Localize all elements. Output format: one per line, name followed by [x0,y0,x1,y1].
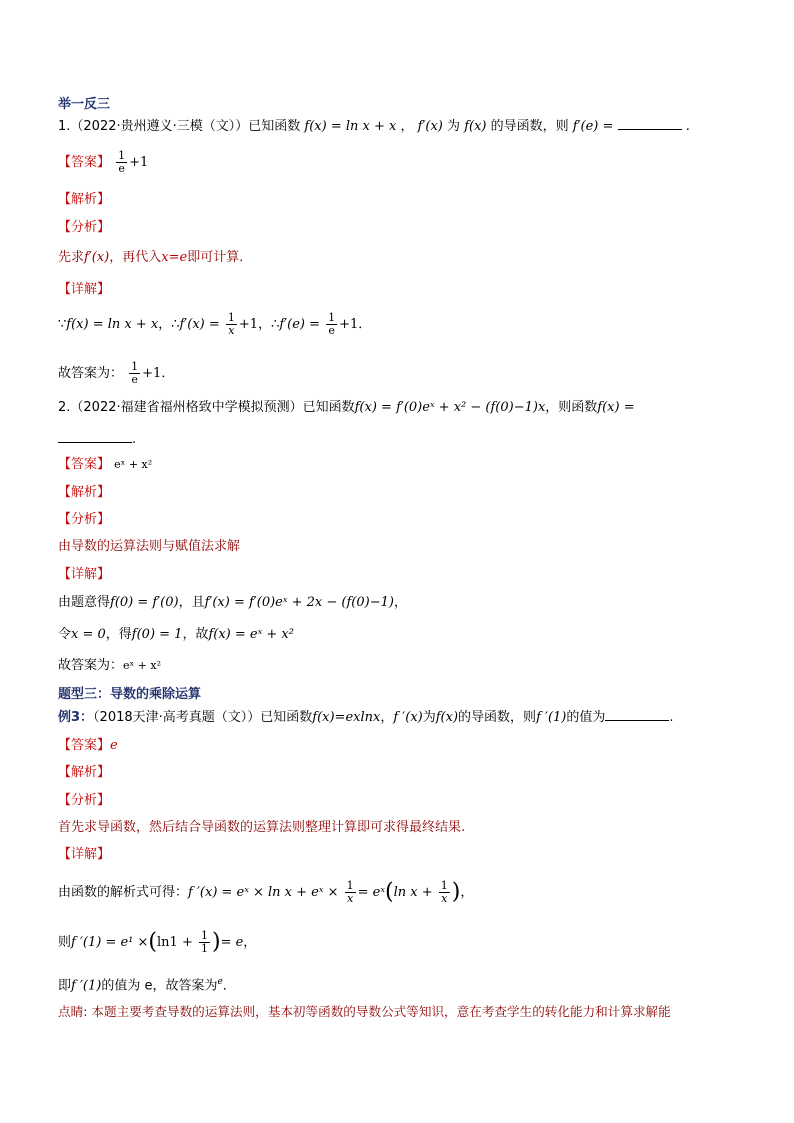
fraction: $\frac{1}{x}$ [346,879,354,905]
detail-tag: 【详解】 [58,282,111,297]
type3-detail-2: 则f ′(1) = e¹ ×(ln1 + $\frac{1}{1}$ )= e， [58,929,257,955]
type3-answer: 【答案】e [58,738,118,753]
q2-answer: 【答案】 eˣ + x² [58,457,153,472]
q1-breakdown: 先求f′(x)，再代入x=e即可计算． [58,250,253,265]
q2-breakdown: 由导数的运算法则与赋值法求解 [58,539,241,554]
detail-tag: 【详解】 [58,567,111,582]
analysis-tag: 【解析】 [58,485,111,500]
breakdown-tag: 【分析】 [58,793,111,808]
fraction: $\frac{1}{e}$ [328,311,336,337]
answer-fraction: $\frac{1}{e}$ [118,149,126,175]
type3-title: 题型三：导数的乘除运算 [58,687,202,702]
answer-blank [58,430,132,443]
question-1: 1.（2022·贵州遵义·三模（文））已知函数 f(x) = ln x + x ， f′(x) 为 f(x) 的导函数，则 f′(e) = . [58,119,690,134]
analysis-tag: 【解析】 [58,765,111,780]
type3-breakdown: 首先求导函数，然后结合导函数的运算法则整理计算即可求得最终结果. [58,820,466,835]
fraction: $\frac{1}{1}$ [200,929,208,955]
q1-detail: ∵f(x) = ln x + x，∴f′(x) = $\frac{1}{x}$ +1，∴f′(e) = $\frac{1}{e}$ +1． [58,311,372,337]
q1-function: f(x) = ln x + x [304,119,397,134]
answer-blank [618,117,682,130]
answer-tag: 【答案】 [58,155,111,170]
q1-prefix: 1.（2022·贵州遵义·三模（文））已知函数 [58,119,301,134]
q2-final: 故答案为：eˣ + x² [58,658,162,673]
fraction: $\frac{1}{x}$ [440,879,448,905]
q1-answer: 【答案】 $\frac{1}{e}$ +1 [58,149,149,175]
analysis-tag: 【解析】 [58,192,111,207]
type3-detail-3: 即f ′(1)的值为 e，故答案为$^e$． [58,977,236,994]
fraction: $\frac{1}{x}$ [227,311,235,337]
q2-blank-line: . [58,430,136,449]
question-2: 2.（2022·福建省福州格致中学模拟预测）已知函数f(x) = f′(0)eˣ + x² − (f(0)−1)x，则函数f(x) = [58,400,635,415]
breakdown-tag: 【分析】 [58,512,111,527]
q1-final: 故答案为： $\frac{1}{e}$ +1． [58,360,175,386]
q2-detail-1: 由题意得f(0) = f′(0)，且f′(x) = f′(0)eˣ + 2x − (f(0)−1)， [58,595,407,610]
section-title: 举一反三 [58,97,111,112]
type3-comment: 点睛: 本题主要考查导数的运算法则，基本初等函数的导数公式等知识，意在考查学生的转化能力和计算求解能 [58,1004,671,1019]
breakdown-tag: 【分析】 [58,220,111,235]
detail-tag: 【详解】 [58,847,111,862]
answer-blank [605,708,669,721]
example-3: 例3：（2018天津·高考真题（文））已知函数f(x)=exlnx，f ′(x)为f(x)的导函数，则f ′(1)的值为 . [58,710,674,725]
type3-detail-1: 由函数的解析式可得：f ′(x) = eˣ × ln x + eˣ × $\frac{1}{x}$ = eˣ(ln x + $\frac{1}{x}$ )， [58,879,474,905]
fraction: $\frac{1}{e}$ [131,360,139,386]
q2-detail-2: 令x = 0，得f(0) = 1，故f(x) = eˣ + x² [58,627,294,642]
